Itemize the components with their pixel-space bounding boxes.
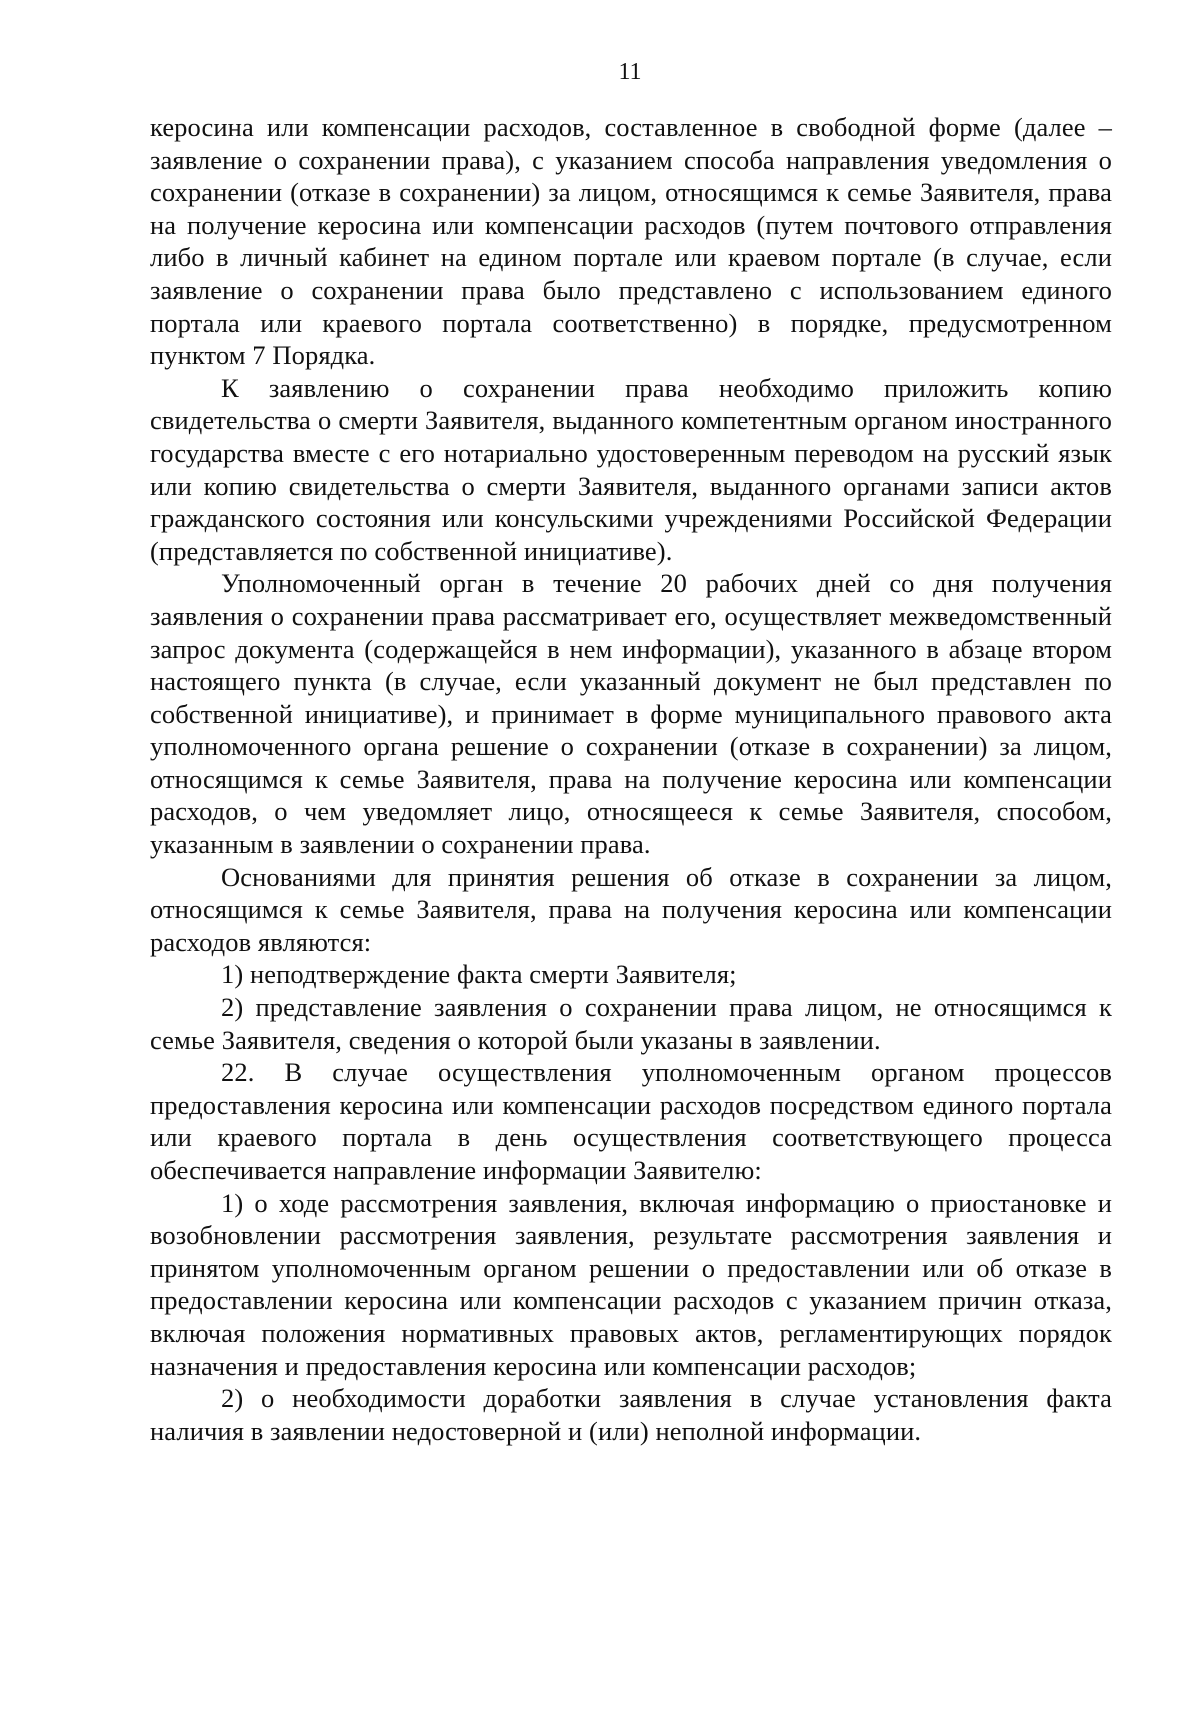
list-item-info-1: 1) о ходе рассмотрения заявления, включая информацию о приостановке и возобновлении рассмотрения заявления, результате рассмотрения заявления и принятом уполномоченным органом решении о предоставлении или об отказе в предоставлении керосина или компенсации расходов с указанием причин отказа, включая положения нормативных правовых актов, регламентирующих порядок назначения и предоставления керосина или компенсации расходов; bbox=[150, 1187, 1112, 1381]
list-item-refusal-2: 2) представление заявления о сохранении права лицом, не относящимся к семье Заявителя, сведения о которой были указаны в заявлении. bbox=[150, 992, 1112, 1055]
paragraph-attachment-requirement: К заявлению о сохранении права необходимо приложить копию свидетельства о смерти Заявителя, выданного компетентным органом иностранного государства вместе с его нотариально удостоверенным переводом на русский язык или копию свидетельства о смерти Заявителя, выданного органами записи актов гражданского состояния или консульскими учреждениями Российской Федерации (представляется по собственной инициативе). bbox=[150, 372, 1112, 566]
page-number: 11 bbox=[618, 59, 642, 85]
document-body bbox=[150, 111, 1112, 1447]
list-item-refusal-1: 1) неподтверждение факта смерти Заявителя; bbox=[221, 959, 737, 990]
paragraph-clause-22: 22. В случае осуществления уполномоченным органом процессов предоставления керосина или компенсации расходов посредством единого портала или краевого портала в день осуществления соответствующего процесса обеспечивается направление информации Заявителю: bbox=[150, 1057, 1112, 1185]
paragraph-refusal-grounds: Основаниями для принятия решения об отказе в сохранении за лицом, относящимся к семье Заявителя, права на получения керосина или компенсации расходов являются: bbox=[150, 861, 1112, 957]
paragraph-continuation: керосина или компенсации расходов, составленное в свободной форме (далее – заявление о сохранении права), с указанием способа направления уведомления о сохранении (отказе в сохранении) за лицом, относящимся к семье Заявителя, права на получение керосина или компенсации расходов (путем почтового отправления либо в личный кабинет на едином портале или краевом портале (в случае, если заявление о сохранении права было представлено с использованием единого портала или краевого портала соответственно) в порядке, предусмотренном пунктом 7 Порядка. bbox=[150, 112, 1112, 371]
list-item-info-2: 2) о необходимости доработки заявления в случае установления факта наличия в заявлении недостоверной и (или) неполной информации. bbox=[150, 1383, 1112, 1446]
paragraph-authority-review: Уполномоченный орган в течение 20 рабочих дней со дня получения заявления о сохранении права рассматривает его, осуществляет межведомственный запрос документа (содержащейся в нем информации), указанного в абзаце втором настоящего пункта (в случае, если указанный документ не был представлен по собственной инициативе), и принимает в форме муниципального правового акта уполномоченного органа решение о сохранении (отказе в сохранении) за лицом, относящимся к семье Заявителя, права на получение керосина или компенсации расходов, о чем уведомляет лицо, относящееся к семье Заявителя, способом, указанным в заявлении о сохранении права. bbox=[150, 568, 1112, 860]
